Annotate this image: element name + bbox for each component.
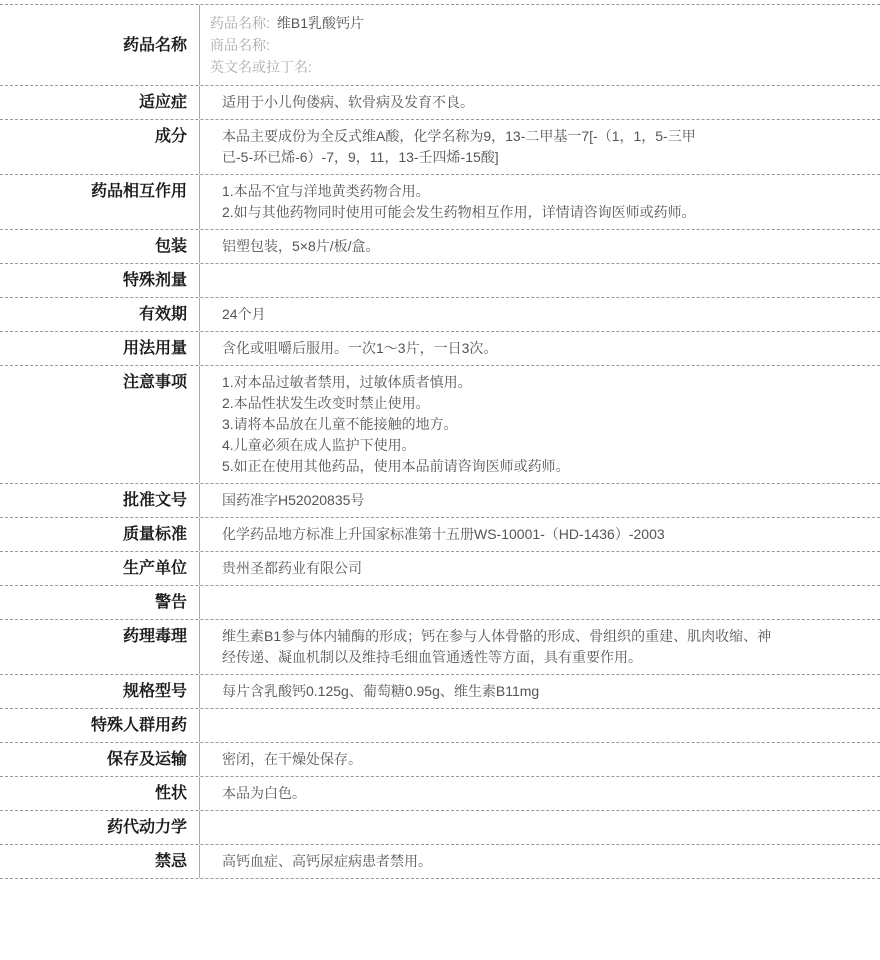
row-header-special-population: 特殊人群用药 — [0, 709, 200, 742]
content-line: 1.对本品过敏者禁用，过敏体质者慎用。 — [222, 374, 472, 390]
indications-content — [200, 86, 880, 119]
content-line: 贵州圣都药业有限公司 — [222, 560, 362, 576]
row-ingredients — [0, 120, 880, 175]
content-line — [222, 817, 792, 838]
row-quality-standard — [0, 518, 880, 552]
content-line: 5.如正在使用其他药品，使用本品前请咨询医师或药师。 — [222, 458, 570, 474]
row-dosage-usage — [0, 332, 880, 366]
content-line: 3.请将本品放在儿童不能接触的地方。 — [222, 416, 458, 432]
content-line — [222, 592, 792, 613]
row-header-storage: 保存及运输 — [0, 743, 200, 776]
row-header-packaging: 包装 — [0, 230, 200, 263]
content-line: 4.儿童必须在成人监护下使用。 — [222, 437, 416, 453]
row-header-appearance: 性状 — [0, 777, 200, 810]
manufacturer-content — [200, 552, 880, 585]
content-line: 24个月 — [222, 306, 266, 322]
storage-content — [200, 743, 880, 776]
content-line: 已-5-环已烯-6）-7，9，11，13-壬四烯-15酸] — [222, 149, 499, 165]
row-header-pharmacokinetics: 药代动力学 — [0, 811, 200, 844]
row-pharmacology — [0, 620, 880, 675]
field-trade-name — [210, 34, 860, 56]
row-appearance — [0, 777, 880, 811]
content-line: 化学药品地方标准上升国家标准第十五册WS-10001-（HD-1436）-2003 — [222, 526, 665, 542]
precautions-content — [200, 366, 880, 483]
row-warning — [0, 586, 880, 620]
content-line: 适用于小儿佝偻病、软骨病及发育不良。 — [222, 94, 474, 110]
appearance-content — [200, 777, 880, 810]
content-line: 1.本品不宜与洋地黄类药物合用。 — [222, 183, 430, 199]
row-header-approval-number: 批准文号 — [0, 484, 200, 517]
contraindications-content — [200, 845, 880, 878]
row-indications — [0, 86, 880, 120]
drug-name-content — [200, 5, 880, 85]
content-line: 本品主要成份为全反式维A酸，化学名称为9，13-二甲基一7[-（1，1，5-三甲 — [222, 128, 696, 144]
row-header-pharmacology: 药理毒理 — [0, 620, 200, 674]
row-header-quality-standard: 质量标准 — [0, 518, 200, 551]
content-line: 每片含乳酸钙0.125g、葡萄糖0.95g、维生素B11mg — [222, 683, 540, 699]
special-dosage-content — [200, 264, 880, 297]
drug-info-table — [0, 4, 880, 879]
field-label-drug-name: 药品名称: — [210, 15, 270, 31]
row-header-special-dosage: 特殊剂量 — [0, 264, 200, 297]
field-drug-name — [210, 12, 860, 34]
row-precautions — [0, 366, 880, 484]
field-value-drug-name: 维B1乳酸钙片 — [276, 15, 365, 31]
content-line: 经传递、凝血机制以及维持毛细血管通透性等方面，具有重要作用。 — [222, 649, 642, 665]
row-header-ingredients: 成分 — [0, 120, 200, 174]
pharmacokinetics-content — [200, 811, 880, 844]
specification-content — [200, 675, 880, 708]
content-line: 维生素B1参与体内辅酶的形成；钙在参与人体骨骼的形成、骨组织的重建、肌肉收缩、神 — [222, 628, 772, 644]
content-line: 高钙血症、高钙尿症病患者禁用。 — [222, 853, 432, 869]
row-special-population — [0, 709, 880, 743]
row-manufacturer — [0, 552, 880, 586]
row-header-contraindications: 禁忌 — [0, 845, 200, 878]
field-label-english-name: 英文名或拉丁名: — [210, 59, 312, 75]
quality-standard-content — [200, 518, 880, 551]
row-header-shelf-life: 有效期 — [0, 298, 200, 331]
content-line: 本品为白色。 — [222, 785, 306, 801]
content-line: 含化或咀嚼后服用。一次1～3片，一日3次。 — [222, 340, 498, 356]
content-line — [222, 715, 792, 736]
row-header-interactions: 药品相互作用 — [0, 175, 200, 229]
row-header-drug-name: 药品名称 — [0, 5, 200, 85]
content-line: 2.如与其他药物同时使用可能会发生药物相互作用，详情请咨询医师或药师。 — [222, 204, 696, 220]
row-drug-name — [0, 5, 880, 86]
row-header-dosage-usage: 用法用量 — [0, 332, 200, 365]
content-line: 国药准字H52020835号 — [222, 492, 365, 508]
field-label-trade-name: 商品名称: — [210, 37, 270, 53]
content-line: 密闭，在干燥处保存。 — [222, 751, 362, 767]
content-line: 2.本品性状发生改变时禁止使用。 — [222, 395, 430, 411]
row-header-specification: 规格型号 — [0, 675, 200, 708]
row-packaging — [0, 230, 880, 264]
content-line: 铝塑包装，5×8片/板/盒。 — [222, 238, 380, 254]
row-header-manufacturer: 生产单位 — [0, 552, 200, 585]
content-line — [222, 270, 792, 291]
row-interactions — [0, 175, 880, 230]
interactions-content — [200, 175, 880, 229]
row-special-dosage — [0, 264, 880, 298]
pharmacology-content — [200, 620, 880, 674]
ingredients-content — [200, 120, 880, 174]
shelf-life-content — [200, 298, 880, 331]
warning-content — [200, 586, 880, 619]
field-english-name — [210, 56, 860, 78]
packaging-content — [200, 230, 880, 263]
row-header-precautions: 注意事项 — [0, 366, 200, 483]
dosage-usage-content — [200, 332, 880, 365]
row-shelf-life — [0, 298, 880, 332]
row-pharmacokinetics — [0, 811, 880, 845]
row-approval-number — [0, 484, 880, 518]
row-specification — [0, 675, 880, 709]
row-contraindications — [0, 845, 880, 879]
special-population-content — [200, 709, 880, 742]
row-header-indications: 适应症 — [0, 86, 200, 119]
row-storage — [0, 743, 880, 777]
approval-number-content — [200, 484, 880, 517]
row-header-warning: 警告 — [0, 586, 200, 619]
